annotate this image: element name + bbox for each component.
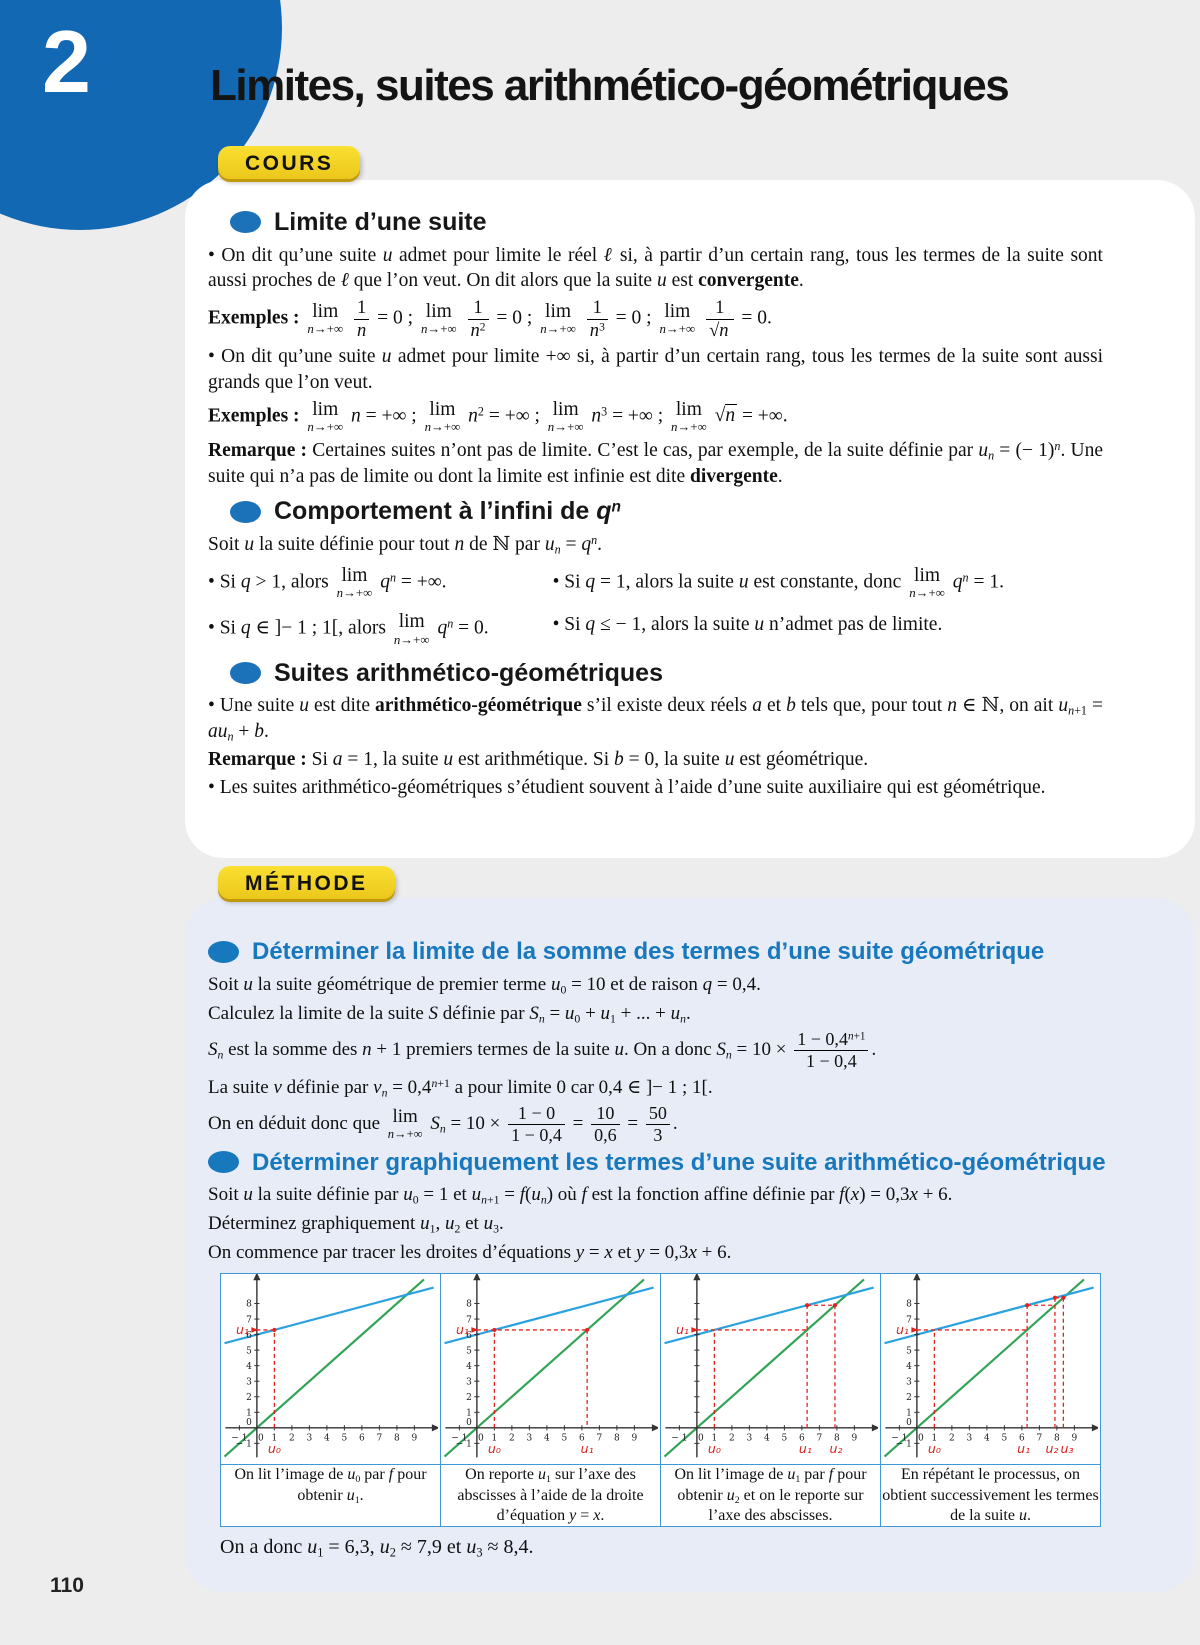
svg-text:0: 0 [698,1433,704,1444]
svg-text:8: 8 [466,1300,472,1311]
methode-heading-2-label: Déterminer graphiquement les termes d’une suite arithmético-géométrique [252,1148,1106,1176]
svg-text:6: 6 [1019,1433,1025,1444]
section-bullet-icon [208,941,239,963]
graph-x-axis-label: u₀ [927,1441,941,1457]
cours-paragraph: Remarque : Si a = 1, la suite u est arithmétique. Si b = 0, la suite u est géométrique. [208,748,869,770]
cours-heading-3-label: Suites arithmético-géométriques [274,658,663,687]
cobweb-graph [441,1274,658,1462]
cours-badge: COURS [218,146,360,179]
svg-text:1: 1 [271,1433,278,1444]
svg-text:− 1: − 1 [891,1433,908,1444]
methode-paragraph: La suite v définie par $v_n = 0,4^{n+1}$ a pour limite 0 car 0,4 ∈ ]− 1 ; 1[. [208,1076,713,1100]
svg-text:5: 5 [1001,1433,1008,1444]
svg-text:6: 6 [466,1331,472,1342]
graph-x-axis-label: u₃ [1060,1441,1074,1457]
svg-text:8: 8 [1054,1433,1060,1444]
svg-text:3: 3 [466,1377,472,1388]
svg-text:0: 0 [478,1433,484,1444]
graph-x-axis-label: u₂ [829,1441,843,1457]
graph-panel-1 [221,1274,441,1465]
graph-caption-1: On lit l’image de $u_0$ par f pour obtenir $u_1$. [221,1465,441,1526]
section-bullet-icon [230,211,261,233]
graph-caption-3: On lit l’image de $u_1$ par f pour obtenir $u_2$ et on le reporte sur l’axe des abscisses. [661,1465,881,1526]
svg-text:6: 6 [799,1433,805,1444]
svg-text:8: 8 [906,1300,912,1311]
svg-text:4: 4 [764,1433,770,1444]
svg-text:5: 5 [781,1433,788,1444]
svg-text:5: 5 [561,1433,568,1444]
svg-text:6: 6 [579,1433,585,1444]
graph-x-axis-label: u₁ [580,1441,594,1457]
cours-paragraph: Soit u la suite définie pour tout n de ℕ par $u_n = q^n$. [208,533,603,557]
svg-text:2: 2 [949,1433,955,1444]
graph-x-axis-label: u₀ [487,1441,501,1457]
svg-text:8: 8 [394,1433,400,1444]
svg-text:9: 9 [1071,1433,1078,1444]
svg-text:1: 1 [906,1408,912,1419]
svg-text:4: 4 [906,1362,912,1373]
conclusion-line: On a donc $u_1 = 6,3$, $u_2 \approx 7,9$ et $u_3 \approx 8,4$. [220,1535,534,1560]
cours-section-box [185,180,1195,858]
graph-caption-4: En répétant le processus, on obtient successivement les termes de la suite u. [881,1465,1101,1526]
methode-paragraph: On en déduit donc que lim n→+∞ $S_n = 10$ × $\frac{1 - 0}{1 - 0,4}$ = $\frac{10}{0,6}$ = $\frac{50}{3}$ . [208,1102,678,1145]
svg-text:0: 0 [258,1433,264,1444]
svg-text:− 1: − 1 [671,1433,688,1444]
cours-paragraph: • Une suite u est dite arithmético-géométrique s’il existe deux réels a et b tels que, pour tout n ∈ ℕ, on ait $u_{n+1} = au_n + b$. [208,695,1104,744]
methode-heading-1-label: Déterminer la limite de la somme des termes d’une suite géométrique [252,938,1045,965]
svg-text:5: 5 [341,1433,348,1444]
svg-text:0: 0 [918,1433,924,1444]
svg-text:4: 4 [324,1433,330,1444]
graph-x-axis-label: u₂ [1045,1441,1059,1457]
caption-row [221,1465,1101,1526]
methode-paragraph: Soit u la suite géométrique de premier terme $u_0 = 10$ et de raison q = 0,4. [208,973,761,997]
graph-y-axis-label: u₁ [455,1322,469,1338]
cours-heading-3 [230,659,1103,688]
svg-text:7: 7 [246,1315,252,1326]
graph-x-axis-label: u₁ [798,1441,812,1457]
graph-x-axis-label: u₀ [267,1441,281,1457]
svg-text:3: 3 [966,1433,973,1444]
svg-text:9: 9 [631,1433,638,1444]
svg-text:5: 5 [466,1346,472,1357]
cours-two-col-row [208,562,1103,604]
graph-panel-4 [881,1274,1101,1465]
svg-text:1: 1 [931,1433,938,1444]
svg-text:1: 1 [246,1408,252,1419]
graph-panel-2 [441,1274,661,1465]
page-number: 110 [50,1574,84,1597]
svg-text:4: 4 [984,1433,990,1444]
cours-text-left: • Si q ∈ ]− 1 ; 1[, alors lim n→+∞ $q^n = 0$. [208,611,489,647]
svg-text:2: 2 [729,1433,735,1444]
graphical-method-table [220,1273,1101,1526]
cours-paragraph: Exemples : lim n→+∞ n = +∞ ; lim n→+∞ $n^2$ = +∞ ; lim n→+∞ $n^3$ = +∞ ; lim n→+∞ √n = +∞. [208,398,788,435]
methode-heading-2 [208,1149,1131,1177]
cours-paragraph: Remarque : Certaines suites n’ont pas de limite. C’est le cas, par exemple, de la suite définie par $u_n$ = (− 1)$^n$. Une suite qui n’a pas de limite ou dont la limite est infinie est dite divergente. [208,438,1103,487]
svg-text:1: 1 [491,1433,498,1444]
svg-text:4: 4 [544,1433,550,1444]
methode-paragraph: On commence par tracer les droites d’équations y = x et y = 0,3x + 6. [208,1242,732,1264]
methode-heading-1 [208,938,1131,966]
svg-text:5: 5 [246,1346,252,1357]
graph-row [221,1274,1101,1465]
svg-text:7: 7 [376,1433,383,1444]
svg-text:2: 2 [466,1393,472,1404]
methode-paragraph: Soit u la suite définie par $u_0 = 1$ et $u_{n+1} = f(u_n)$ où f est la fonction affine définie par f(x) = 0,3x + 6. [208,1184,953,1207]
graph-y-axis-label: u₁ [895,1322,909,1338]
methode-badge: MÉTHODE [218,866,395,899]
section-bullet-icon [208,1151,239,1173]
svg-text:5: 5 [906,1346,912,1357]
svg-text:9: 9 [411,1433,418,1444]
cours-text-right: • Si q = 1, alors la suite u est constante, donc lim n→+∞ $q^n = 1$. [552,564,1004,601]
svg-text:− 1: − 1 [235,1439,252,1450]
svg-text:6: 6 [359,1433,365,1444]
methode-paragraph: Déterminez graphiquement $u_1$, $u_2$ et $u_3$. [208,1213,504,1236]
svg-text:7: 7 [816,1433,823,1444]
cobweb-graph [661,1274,878,1462]
cours-text-right: • Si q ≤ − 1, alors la suite u n’admet pas de limite. [552,614,943,636]
cours-text-left: • Si q > 1, alors lim n→+∞ $q^n$ = +∞. [208,564,447,601]
svg-text:7: 7 [1036,1433,1043,1444]
section-bullet-icon [230,662,261,684]
svg-text:3: 3 [746,1433,753,1444]
svg-text:3: 3 [906,1377,912,1388]
svg-text:6: 6 [246,1331,252,1342]
svg-text:2: 2 [509,1433,515,1444]
svg-text:4: 4 [246,1362,252,1373]
cours-paragraph: Exemples : lim n→+∞ $\frac{1}{n}$ = 0 ; lim n→+∞ $\frac{1}{n^2}$ = 0 ; lim n→+∞ $\frac{1}{n^3}$ = 0 ; lim n→+∞ $\frac{1}{√n}$ = 0. [208,297,772,341]
methode-paragraph: $S_n$ est la somme des n + 1 premiers termes de la suite u. On a donc $S_n = 10$ × $\frac{1 - 0,4^{n+1}}{1 - 0,4}$ . [208,1028,877,1071]
graph-caption-2: On reporte $u_1$ sur l’axe des abscisses à l’aide de la droite d’équation y = x. [441,1465,661,1526]
svg-text:1: 1 [711,1433,718,1444]
methode-section-box [185,898,1195,1592]
svg-text:− 1: − 1 [455,1439,472,1450]
cours-paragraph: • On dit qu’une suite u admet pour limite +∞ si, à partir d’un certain rang, tous les termes de la suite sont aussi grands que l’on veut. [208,346,1103,393]
methode-paragraph: Calculez la limite de la suite S définie par $S_n = u_0 + u_1$ + ... + $u_n$. [208,1002,691,1026]
svg-text:2: 2 [906,1393,912,1404]
svg-text:0: 0 [246,1418,252,1429]
cobweb-graph [881,1274,1098,1462]
svg-text:8: 8 [614,1433,620,1444]
svg-text:2: 2 [289,1433,295,1444]
svg-text:3: 3 [526,1433,533,1444]
section-bullet-icon [230,501,261,523]
svg-text:4: 4 [466,1362,472,1373]
cours-heading-2 [230,497,1103,526]
svg-text:1: 1 [466,1408,472,1419]
graph-x-axis-label: u₁ [1017,1441,1031,1457]
cours-paragraph: • Les suites arithmético-géométriques s’étudient souvent à l’aide d’une suite auxiliaire qui est géométrique. [208,776,1046,798]
page-title: Limites, suites arithmético-géométriques [210,61,1009,110]
cours-paragraph: • On dit qu’une suite u admet pour limite le réel ℓ si, à partir d’un certain rang, tous les termes de la suite sont aussi proches de ℓ que l’on veut. On dit alors que la suite u est convergente. [208,244,1103,292]
chapter-number: 2 [42,12,91,111]
svg-text:2: 2 [246,1393,252,1404]
svg-text:9: 9 [851,1433,858,1444]
cours-heading-1-label: Limite d’une suite [274,208,487,236]
cobweb-graph [221,1274,438,1462]
graph-panel-3 [661,1274,881,1465]
svg-text:3: 3 [306,1433,313,1444]
graph-y-axis-label: u₁ [235,1322,249,1338]
graph-y-axis-label: u₁ [675,1322,689,1338]
svg-text:8: 8 [834,1433,840,1444]
svg-text:3: 3 [246,1377,252,1388]
svg-text:− 1: − 1 [451,1433,468,1444]
svg-text:8: 8 [246,1300,252,1311]
svg-text:7: 7 [906,1315,912,1326]
cours-heading-1 [230,208,1103,237]
svg-text:− 1: − 1 [895,1439,912,1450]
cours-heading-2-label: Comportement à l’infini de $q^n$ [274,497,621,526]
svg-text:0: 0 [466,1418,472,1429]
svg-text:− 1: − 1 [231,1433,248,1444]
svg-text:7: 7 [596,1433,603,1444]
svg-text:0: 0 [906,1418,912,1429]
svg-text:7: 7 [466,1315,472,1326]
graph-x-axis-label: u₀ [707,1441,721,1457]
cours-two-col-row [208,608,1103,650]
